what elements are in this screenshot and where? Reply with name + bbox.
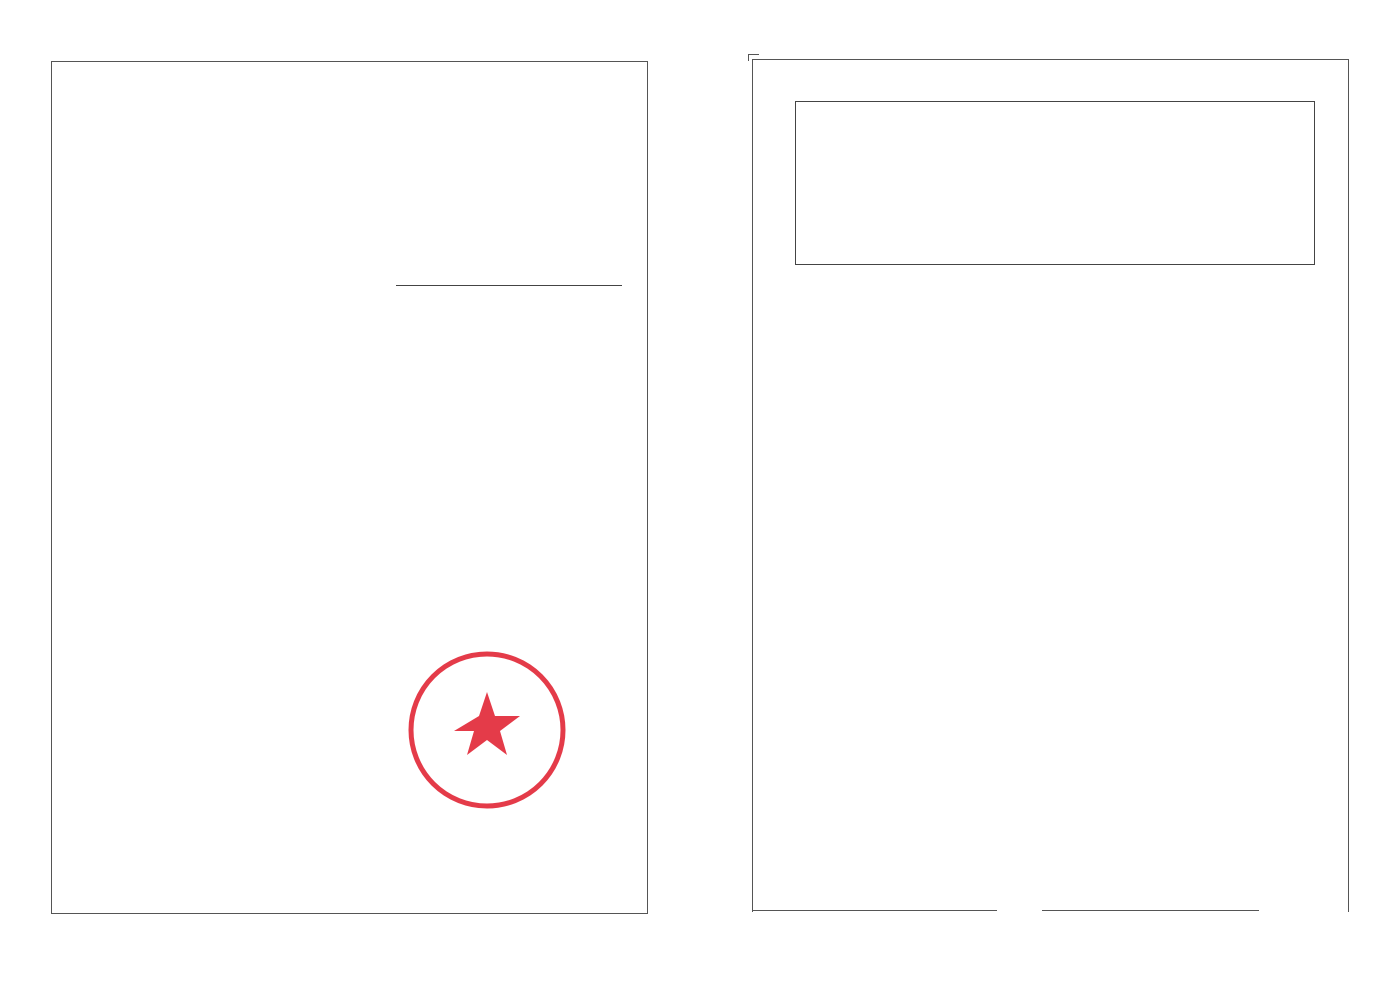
certificate-number: [396, 282, 622, 286]
page-bottom-edge: [1042, 910, 1259, 911]
certificate-back-page: [752, 59, 1349, 912]
official-seal-icon: [407, 650, 567, 810]
page-bottom-edge: [752, 910, 997, 911]
land-info-table: [795, 101, 1315, 265]
certificate-front-page: [51, 61, 648, 914]
attachments-cell: [796, 102, 1315, 265]
